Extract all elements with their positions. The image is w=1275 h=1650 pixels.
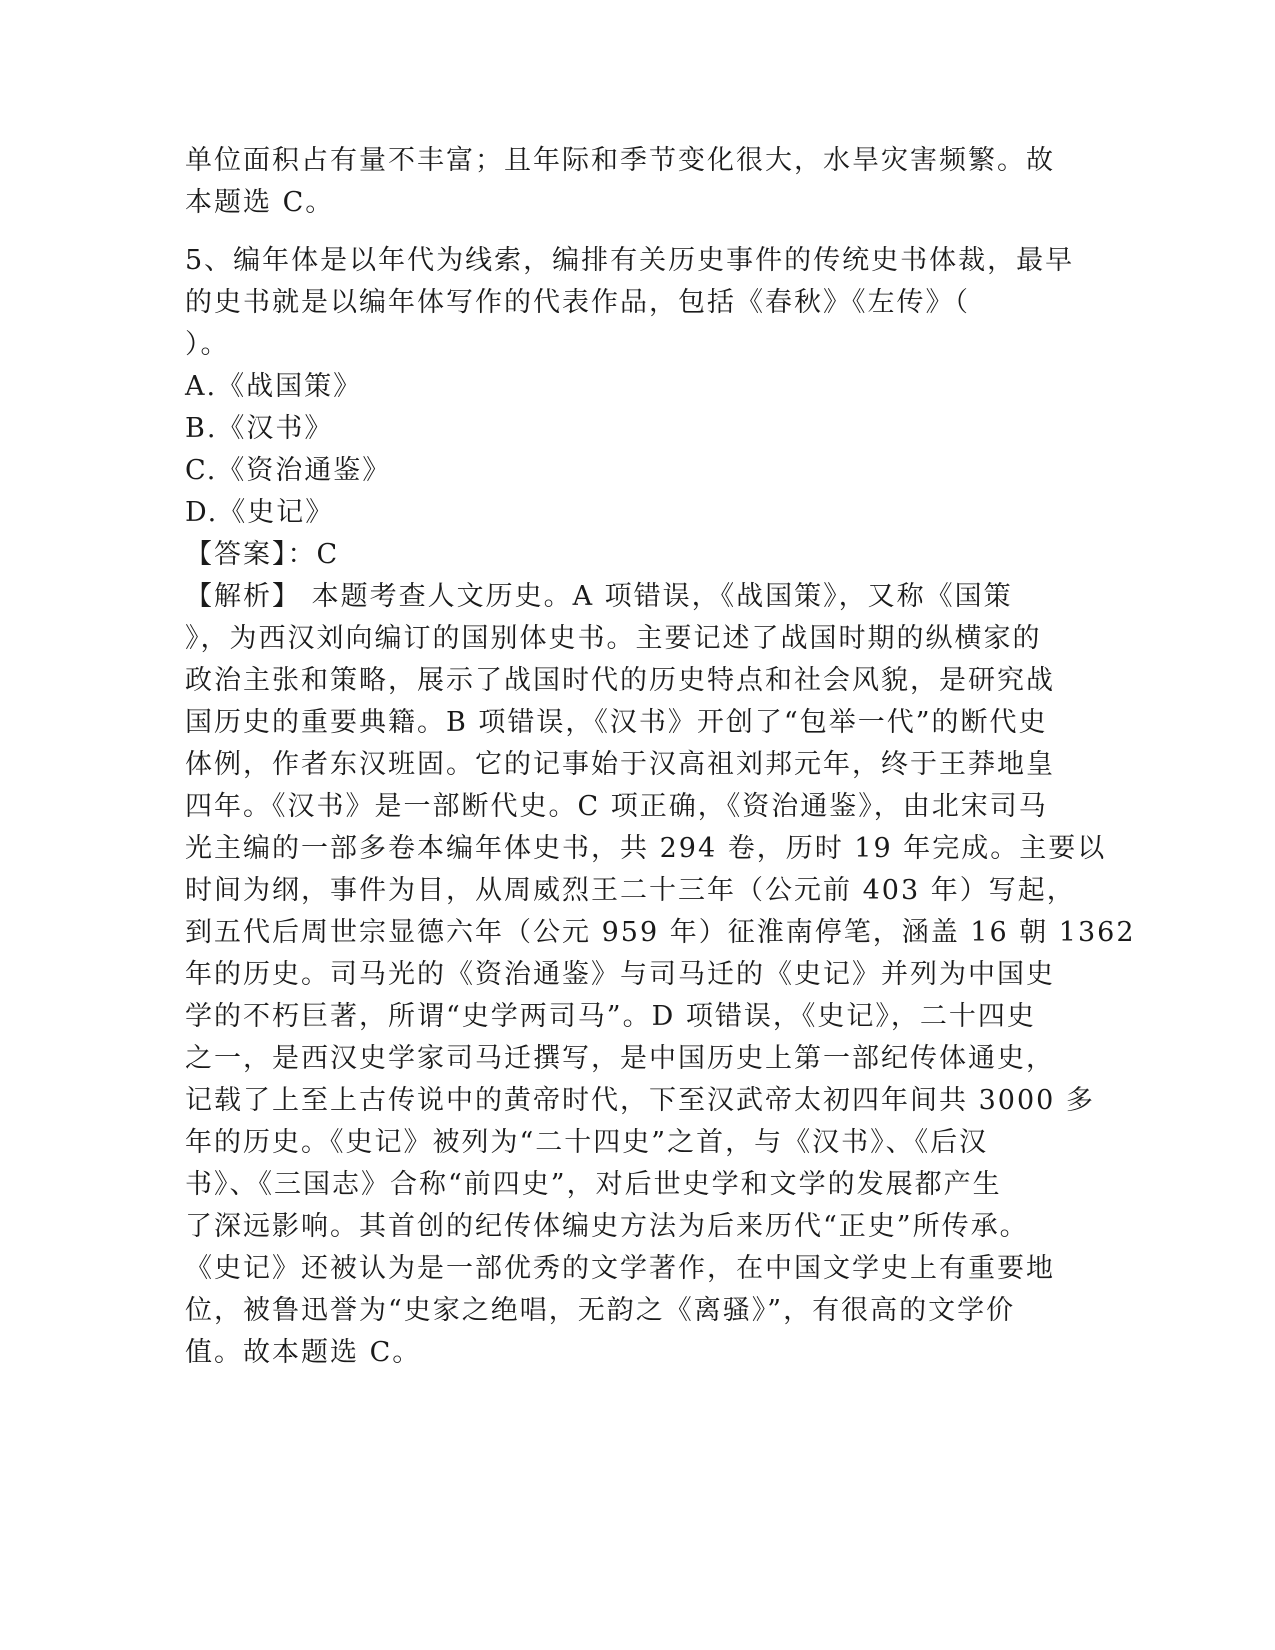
previous-answer-tail [185, 140, 1065, 224]
analysis-line: 位，被鲁迅誉为“史家之绝唱，无韵之《离骚》”，有很高的文学价 [185, 1295, 1016, 1326]
analysis-line: 政治主张和策略，展示了战国时代的历史特点和社会风貌，是研究战 [185, 665, 1055, 696]
question-stem-line: 5、编年体是以年代为线索，编排有关历史事件的传统史书体裁，最早 [185, 245, 1075, 276]
question-stem-line: ）。 [185, 329, 230, 360]
analysis-line: 之一，是西汉史学家司马迁撰写，是中国历史上第一部纪传体通史， [185, 1043, 1055, 1074]
analysis-line: 国历史的重要典籍。B 项错误，《汉书》开创了“包举一代”的断代史 [185, 707, 1048, 738]
analysis-line: 值。故本题选 C。 [185, 1337, 422, 1368]
analysis-line: 记载了上至上古传说中的黄帝时代，下至汉武帝太初四年间共 3000 多 [185, 1085, 1095, 1116]
analysis-line: 年的历史。司马光的《资治通鉴》与司马迁的《史记》并列为中国史 [185, 959, 1055, 990]
text-line: 本题选 C。 [185, 187, 335, 218]
question-stem [185, 240, 1075, 366]
analysis-line: 时间为纲，事件为目，从周威烈王二十三年（公元前 403 年）写起， [185, 875, 1076, 906]
question-stem-line: 的史书就是以编年体写作的代表作品，包括《春秋》《左传》（ [185, 287, 970, 318]
analysis-line: 了深远影响。其首创的纪传体编史方法为后来历代“正史”所传承。 [185, 1211, 1029, 1242]
analysis-line: 学的不朽巨著，所谓“史学两司马”。D 项错误，《史记》，二十四史 [185, 1001, 1036, 1032]
option-c: C.《资治通鉴》 [185, 455, 392, 486]
analysis-line: 四年。《汉书》是一部断代史。C 项正确，《资治通鉴》，由北宋司马 [185, 791, 1048, 822]
analysis-line: 《史记》还被认为是一部优秀的文学著作，在中国文学史上有重要地 [185, 1253, 1055, 1284]
analysis-line: 年的历史。《史记》被列为“二十四史”之首，与《汉书》、《后汉 [185, 1127, 989, 1158]
analysis-line: 书》、《三国志》合称“前四史”，对后世史学和文学的发展都产生 [185, 1169, 1002, 1200]
analysis-line: 》，为西汉刘向编订的国别体史书。主要记述了战国时期的纵横家的 [185, 623, 1042, 654]
answer-line: 【答案】：C [185, 539, 340, 570]
option-a: A.《战国策》 [185, 371, 363, 402]
analysis [185, 576, 1136, 1374]
question-5 [185, 240, 1136, 1374]
options-list [185, 366, 1065, 534]
paragraph-gap [185, 224, 1065, 240]
analysis-line: 到五代后周世宗显德六年（公元 959 年）征淮南停笔，涵盖 16 朝 1362 [185, 917, 1136, 948]
analysis-line: 光主编的一部多卷本编年体史书，共 294 卷，历时 19 年完成。主要以 [185, 833, 1107, 864]
text-line: 单位面积占有量不丰富；且年际和季节变化很大，水旱灾害频繁。故 [185, 145, 1055, 176]
option-d: D.《史记》 [185, 497, 335, 528]
option-b: B.《汉书》 [185, 413, 334, 444]
analysis-line: 【解析】 本题考查人文历史。A 项错误，《战国策》，又称《国策 [185, 581, 1013, 612]
analysis-line: 体例，作者东汉班固。它的记事始于汉高祖刘邦元年，终于王莽地皇 [185, 749, 1055, 780]
document-page [185, 140, 1136, 1374]
